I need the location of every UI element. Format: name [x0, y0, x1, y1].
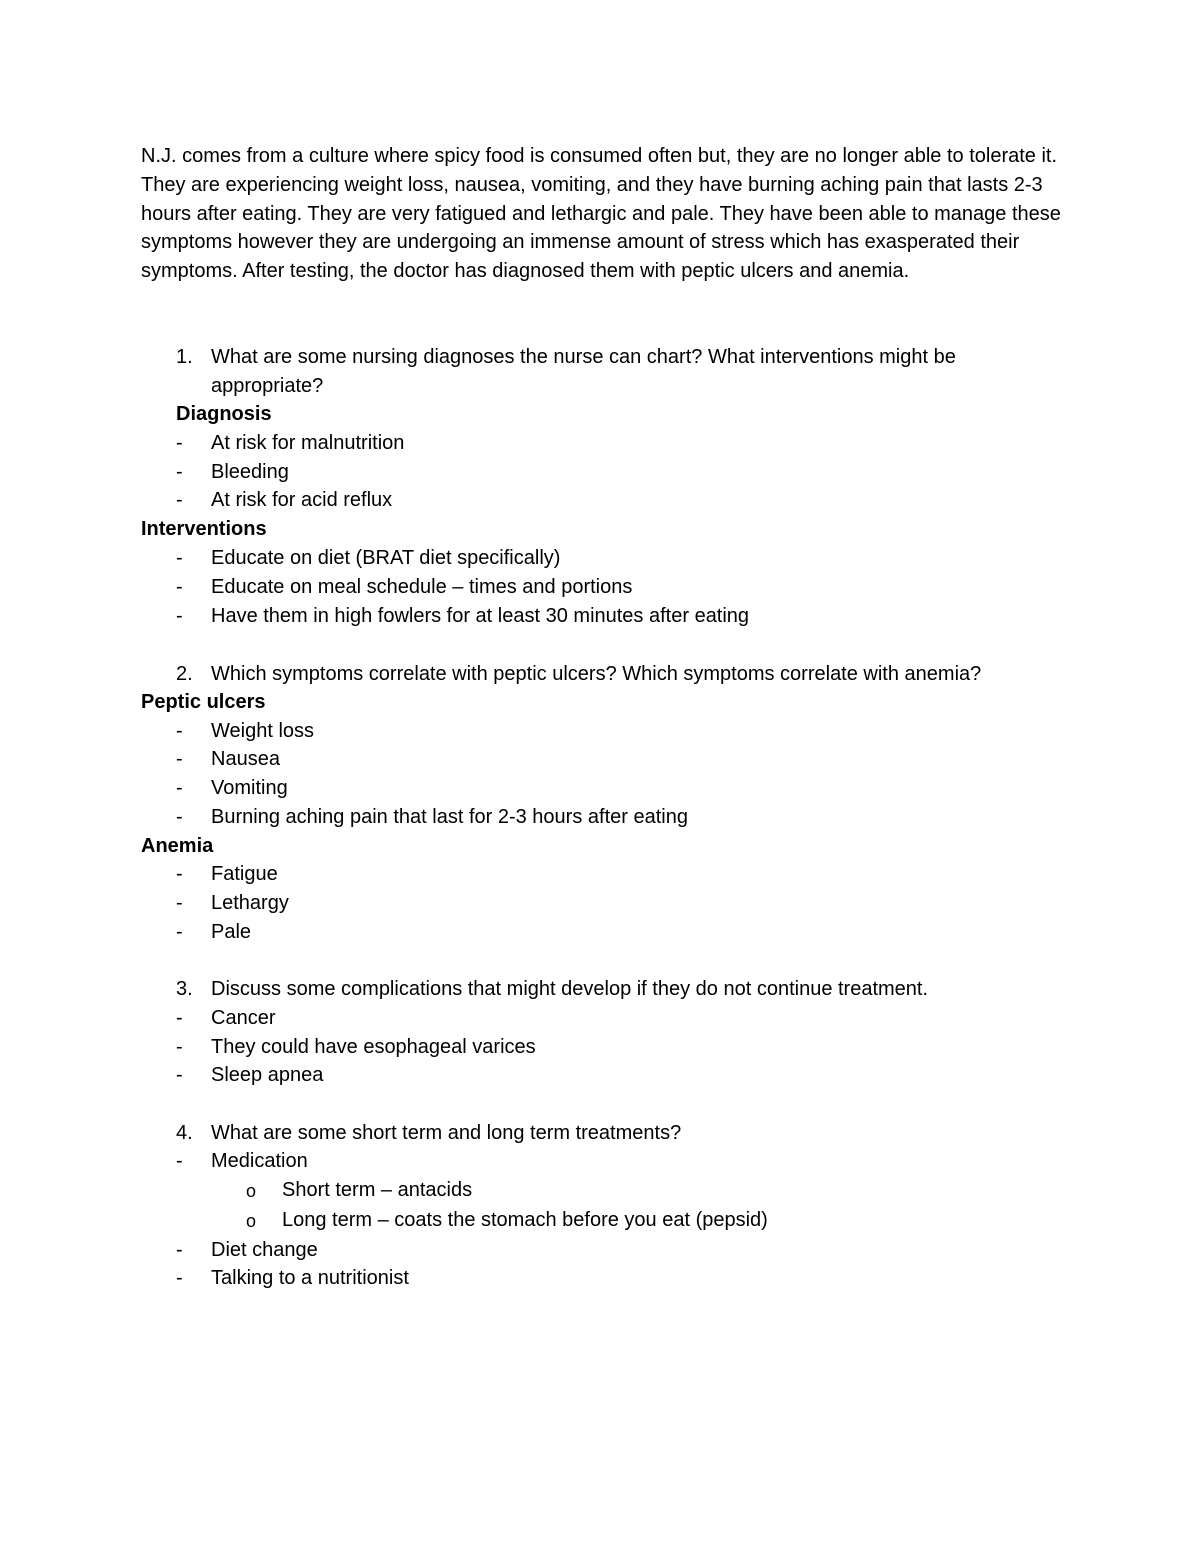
dash-bullet: - — [176, 720, 183, 742]
list-item: Vomiting — [211, 777, 288, 799]
list-item: Nausea — [211, 748, 280, 770]
list-item: At risk for malnutrition — [211, 432, 405, 454]
question-4-number: 4. — [176, 1122, 193, 1144]
list-item: Educate on meal schedule – times and portions — [211, 576, 633, 598]
list-item: Sleep apnea — [211, 1064, 324, 1086]
dash-bullet: - — [176, 806, 183, 828]
sub-list-item: Short term – antacids — [282, 1179, 473, 1201]
list-item: Talking to a nutritionist — [211, 1267, 409, 1289]
interventions-heading: Interventions — [141, 518, 267, 540]
dash-bullet: - — [176, 605, 183, 627]
dash-bullet: - — [176, 547, 183, 569]
dash-bullet: - — [176, 432, 183, 454]
intro-paragraph: N.J. comes from a culture where spicy food is consumed often but, they are no longer able to tolerate it. They are experiencing weight loss, nausea, vomiting, and they have burning aching pain that lasts 2-3 hours after eating. They are very fatigued and lethargic and pale. They have been able to manage these symptoms however they are undergoing an immense amount of stress which has exasperated their symptoms. After testing, the doctor has diagnosed them with peptic ulcers and anemia. — [141, 145, 1061, 283]
sub-list-item: Long term – coats the stomach before you eat (pepsid) — [282, 1209, 768, 1231]
list-item: Burning aching pain that last for 2-3 hours after eating — [211, 806, 688, 828]
dash-bullet: - — [176, 461, 183, 483]
question-4-text: What are some short term and long term treatments? — [211, 1122, 682, 1144]
dash-bullet: - — [176, 1239, 183, 1261]
list-item: Have them in high fowlers for at least 30 minutes after eating — [211, 605, 750, 627]
question-1-text-cont: appropriate? — [211, 375, 324, 397]
dash-bullet: - — [176, 1007, 183, 1029]
anemia-heading: Anemia — [141, 835, 214, 857]
question-3-number: 3. — [176, 978, 193, 1000]
dash-bullet: - — [176, 1150, 183, 1172]
circle-bullet: o — [246, 1211, 257, 1231]
list-item: Weight loss — [211, 720, 315, 742]
peptic-ulcers-heading: Peptic ulcers — [141, 691, 266, 713]
list-item: Lethargy — [211, 892, 289, 914]
dash-bullet: - — [176, 1064, 183, 1086]
question-1-number: 1. — [176, 346, 193, 368]
question-2-number: 2. — [176, 663, 193, 685]
dash-bullet: - — [176, 576, 183, 598]
list-item: Educate on diet (BRAT diet specifically) — [211, 547, 561, 569]
list-item: They could have esophageal varices — [211, 1036, 536, 1058]
question-2-text: Which symptoms correlate with peptic ulcers? Which symptoms correlate with anemia? — [211, 663, 982, 685]
list-item: Bleeding — [211, 461, 289, 483]
dash-bullet: - — [176, 1267, 183, 1289]
question-1-text: What are some nursing diagnoses the nurse can chart? What interventions might be — [211, 346, 956, 368]
dash-bullet: - — [176, 489, 183, 511]
dash-bullet: - — [176, 892, 183, 914]
dash-bullet: - — [176, 863, 183, 885]
diagnosis-heading: Diagnosis — [176, 403, 272, 425]
list-item: At risk for acid reflux — [211, 489, 393, 511]
dash-bullet: - — [176, 748, 183, 770]
dash-bullet: - — [176, 921, 183, 943]
list-item: Fatigue — [211, 863, 278, 885]
circle-bullet: o — [246, 1181, 257, 1201]
list-item: Pale — [211, 921, 252, 943]
list-item: Cancer — [211, 1007, 276, 1029]
dash-bullet: - — [176, 1036, 183, 1058]
dash-bullet: - — [176, 777, 183, 799]
list-item: Diet change — [211, 1239, 318, 1261]
question-3-text: Discuss some complications that might develop if they do not continue treatment. — [211, 978, 929, 1000]
list-item: Medication — [211, 1150, 308, 1172]
